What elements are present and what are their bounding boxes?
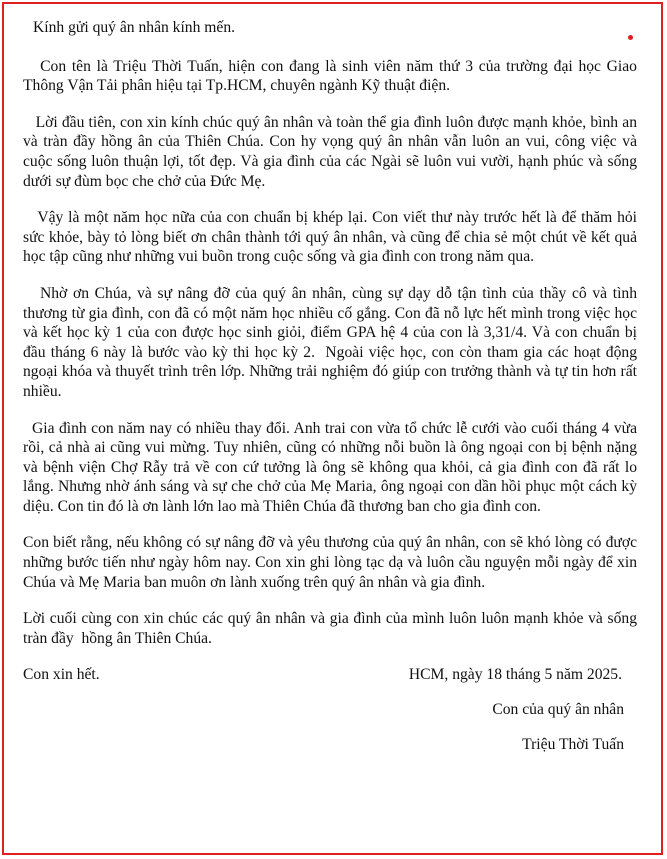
paragraph-final-wishes: Lời cuối cùng con xin chúc các quý ân nhân và gia đình của mình luôn luôn mạnh khỏe và sống tràn đầy hồng ân Thiên Chúa.	[23, 610, 641, 647]
signoff: Con của quý ân nhân	[492, 701, 624, 719]
date-line: HCM, ngày 18 tháng 5 năm 2025.	[408, 666, 622, 684]
paragraph-family: Gia đình con năm nay có nhiều thay đổi. Anh trai con vừa tổ chức lễ cưới vào cuối tháng 4 vừa rồi, cả nhà ai cũng vui mừng. Tuy nhiên, cũng có những nỗi buồn là ông ngoại con bị bệnh nặng và bệnh viện Chợ Rẫy trả về con cứ tưởng là ông sẽ không qua khỏi, cả gia đình con đã rất lo lắng. Nhưng nhờ ánh sáng và sự che chở của Mẹ Maria, ông ngoại con dần hồi phục một cách kỳ diệu. Con tin đó là ơn lành lớn lao mà Thiên Chúa đã thương ban cho gia đình con.	[23, 419, 641, 515]
paragraph-introduction: Con tên là Triệu Thời Tuấn, hiện con đang là sinh viên năm thứ 3 của trường đại học Giao Thông Vận Tải phân hiệu tại Tp.HCM, chuyên ngành Kỹ thuật điện.	[23, 57, 641, 95]
paragraph-gratitude: Con biết rằng, nếu không có sự nâng đỡ và yêu thương của quý ân nhân, con sẽ khó lòng có được những bước tiến như ngày hôm nay. Con xin ghi lòng tạc dạ và luôn cầu nguyện mỗi ngày để xin Chúa và Mẹ Maria ban muôn ơn lành xuống trên quý ân nhân và gia đình.	[23, 534, 641, 591]
salutation: Kính gửi quý ân nhân kính mến.	[33, 19, 236, 36]
paragraph-studies: Nhờ ơn Chúa, và sự nâng đỡ của quý ân nhân, cùng sự dạy dỗ tận tình của thầy cô và tình thương từ gia đình, con đã có một năm học nhiều cố gắng. Con đã nỗ lực hết mình trong việc học và kết học kỳ 1 của con được học sinh giỏi, điểm GPA hệ 4 của con là 3,31/4. Và con chuẩn bị đầu tháng 6 này là bước vào kỳ thi học kỳ 2. Ngoài việc học, con còn tham gia các hoạt động ngoại khóa và thuyết trình trên lớp. Những trải nghiệm đó giúp con trưởng thành và tự tin hơn rất nhiều.	[23, 284, 641, 400]
letter-body	[23, 18, 641, 754]
paragraph-wishes: Lời đầu tiên, con xin kính chúc quý ân nhân và toàn thể gia đình luôn được mạnh khỏe, bình an và tràn đầy hồng ân của Thiên Chúa. Con hy vọng quý ân nhân vẫn luôn an vui, công việc và cuộc sống luôn thuận lợi, tốt đẹp. Và gia đình của các Ngài sẽ luôn vui vười, hạnh phúc và sống dưới sự đùm bọc che chở của Đức Mẹ.	[23, 113, 641, 190]
signature-name: Triệu Thời Tuấn	[522, 735, 624, 753]
paragraph-purpose: Vậy là một năm học nữa của con chuẩn bị khép lại. Con viết thư này trước hết là để thăm hỏi sức khỏe, bày tỏ lòng biết ơn chân thành tới quý ân nhân, và cũng để chia sẻ một chút về kết quả học tập cũng như những vui buồn trong cuộc sống và gia đình con trong năm qua.	[23, 209, 641, 266]
closing-text: Con xin hết.	[23, 666, 100, 684]
closing-row	[23, 665, 637, 685]
